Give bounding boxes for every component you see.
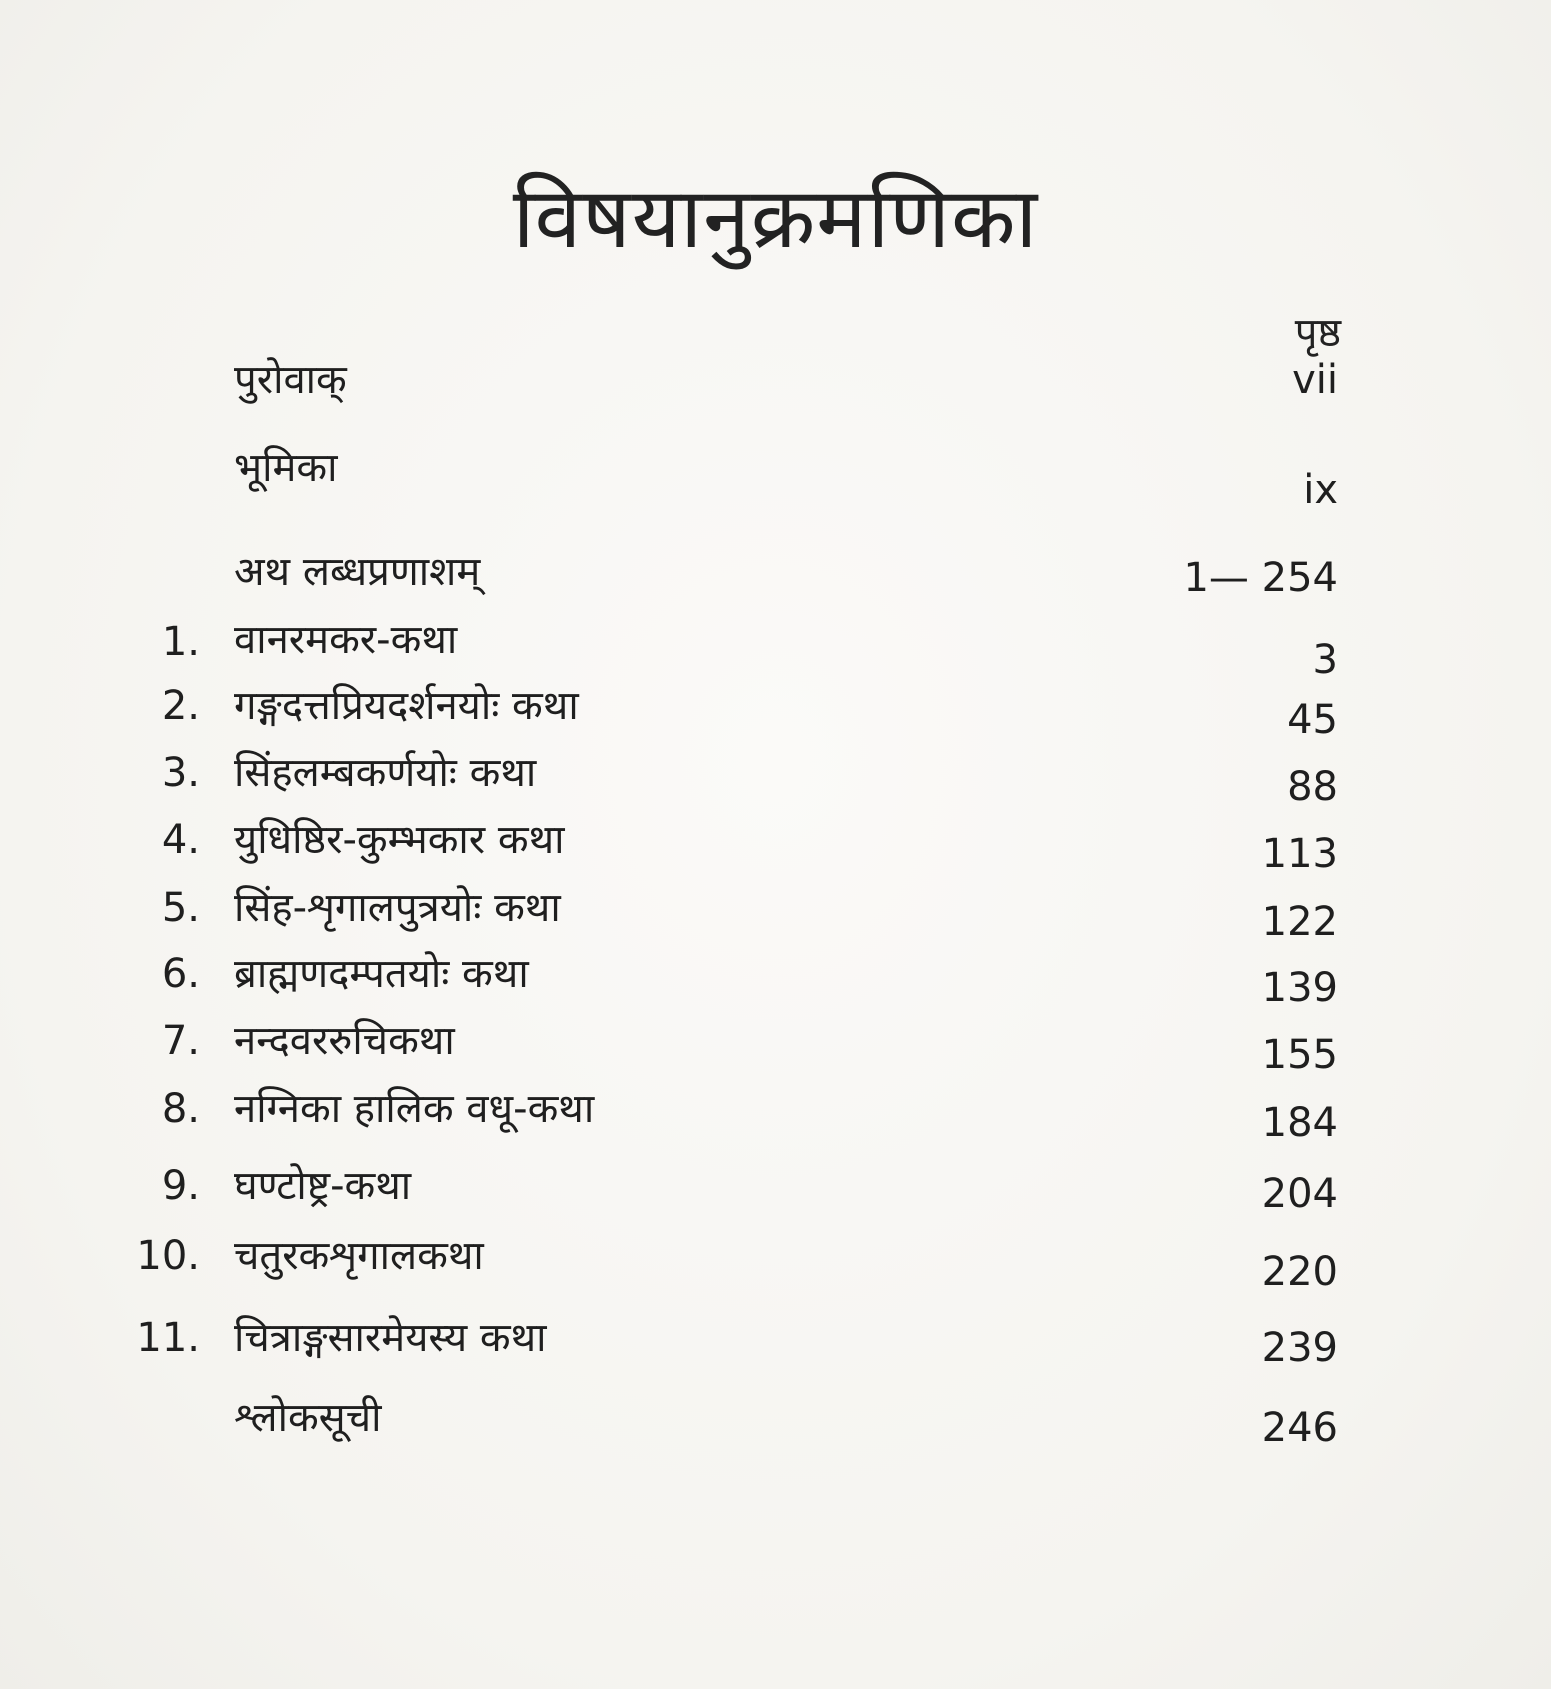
entry-label: नन्दवररुचिकथा xyxy=(234,1018,455,1064)
entry-page: 88 xyxy=(1287,764,1338,810)
entry-number: 9. xyxy=(161,1163,200,1209)
entry-page: 3 xyxy=(1312,637,1338,683)
entry-page: ix xyxy=(1303,467,1338,513)
entry-number: 11. xyxy=(136,1315,200,1361)
entry-page: 113 xyxy=(1261,831,1338,877)
toc-entry xyxy=(0,946,1551,1011)
toc-entry xyxy=(0,1390,1551,1451)
entry-page: 1— 254 xyxy=(1183,555,1338,601)
entry-number: 8. xyxy=(161,1086,200,1132)
toc-entry xyxy=(0,1081,1551,1146)
entry-number: 5. xyxy=(161,885,200,931)
toc-entry xyxy=(0,1158,1551,1217)
entry-page: 204 xyxy=(1261,1171,1338,1217)
entry-page: vii xyxy=(1292,357,1338,403)
entry-number: 3. xyxy=(161,750,200,796)
entry-number: 1. xyxy=(161,619,200,665)
entry-number: 6. xyxy=(161,951,200,997)
entry-label: श्लोकसूची xyxy=(234,1395,382,1441)
entry-label: ब्राह्मणदम्पतयोः कथा xyxy=(234,951,529,997)
toc-entry xyxy=(0,812,1551,877)
entry-label: पुरोवाक् xyxy=(234,357,347,403)
toc-entry xyxy=(0,1310,1551,1371)
entry-page: 184 xyxy=(1261,1100,1338,1146)
entry-page: 139 xyxy=(1261,965,1338,1011)
entry-page: 45 xyxy=(1287,697,1338,743)
entry-page: 239 xyxy=(1261,1325,1338,1371)
toc-entry xyxy=(0,352,1551,408)
toc-entry xyxy=(0,880,1551,945)
toc-entry xyxy=(0,745,1551,810)
entry-number: 4. xyxy=(161,817,200,863)
entry-label: गङ्गदत्तप्रियदर्शनयोः कथा xyxy=(234,683,579,729)
entry-label: नग्निका हालिक वधू-कथा xyxy=(234,1086,595,1132)
toc-entry xyxy=(0,678,1551,743)
entry-number: 10. xyxy=(136,1233,200,1279)
toc-entry xyxy=(0,1013,1551,1078)
toc-entry xyxy=(0,445,1551,518)
entry-number: 2. xyxy=(161,683,200,729)
entry-label: घण्टोष्ट्र-कथा xyxy=(234,1163,412,1209)
entry-label: चित्राङ्गसारमेयस्य कथा xyxy=(234,1315,547,1361)
entry-label: सिंहलम्बकर्णयोः कथा xyxy=(234,750,537,796)
entry-page: 122 xyxy=(1261,899,1338,945)
entry-label: सिंह-शृगालपुत्रयोः कथा xyxy=(234,885,561,931)
entry-page: 155 xyxy=(1261,1032,1338,1078)
toc-entry xyxy=(0,550,1551,606)
entry-page: 220 xyxy=(1261,1249,1338,1295)
toc-entry xyxy=(0,1228,1551,1295)
page-column-heading: पृष्ठ xyxy=(1294,310,1341,356)
entry-label: अथ लब्धप्रणाशम् xyxy=(234,549,481,595)
entry-label: भूमिका xyxy=(234,445,338,491)
entry-label: युधिष्ठिर-कुम्भकार कथा xyxy=(234,817,565,863)
entry-label: चतुरकशृगालकथा xyxy=(234,1233,484,1279)
entry-label: वानरमकर-कथा xyxy=(234,617,458,663)
entry-number: 7. xyxy=(161,1018,200,1064)
toc-entry xyxy=(0,612,1551,683)
page-title: विषयानुक्रमणिका xyxy=(512,169,1039,267)
entry-page: 246 xyxy=(1261,1405,1338,1451)
